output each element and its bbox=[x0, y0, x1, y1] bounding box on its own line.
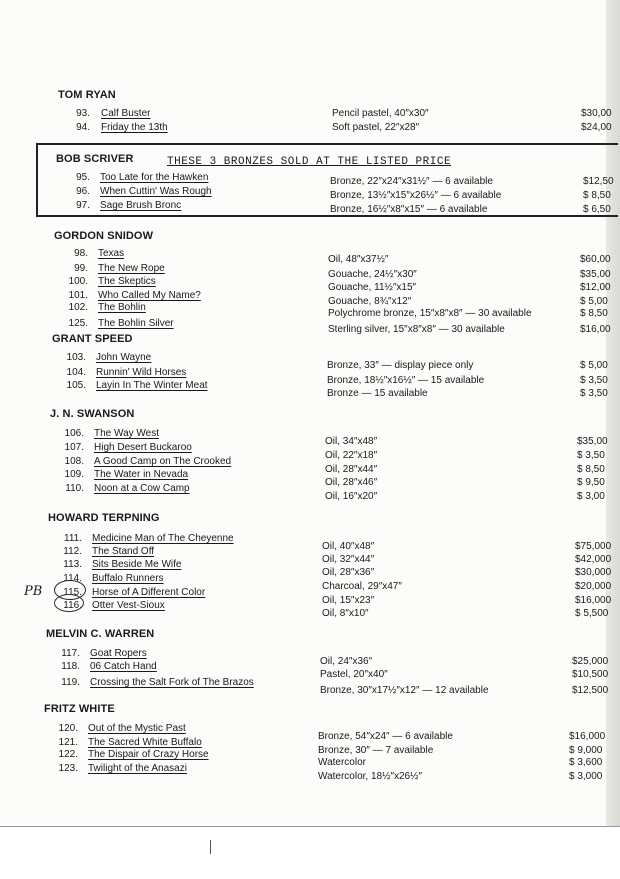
fold-mark bbox=[210, 840, 211, 854]
artwork-price: $ 6,50 bbox=[583, 204, 611, 215]
artwork-medium: Gouache, 8¾″x12″ bbox=[328, 296, 412, 307]
artist-name: J. N. SWANSON bbox=[50, 408, 135, 420]
artwork-row bbox=[0, 677, 620, 696]
artwork-title: Calf Buster bbox=[101, 108, 151, 119]
artwork-title: Otter Vest-Sioux bbox=[92, 600, 165, 611]
artist-name: BOB SCRIVER bbox=[56, 153, 134, 165]
lot-number: 117. bbox=[61, 648, 80, 659]
artwork-price: $75,000 bbox=[575, 541, 612, 552]
artwork-title: Friday the 13th bbox=[101, 122, 168, 133]
artwork-title: Too Late for the Hawken bbox=[100, 172, 209, 183]
artwork-price: $16,000 bbox=[575, 595, 612, 606]
artwork-title: High Desert Buckaroo bbox=[94, 442, 192, 453]
artwork-medium: Oil, 48″x37½″ bbox=[328, 254, 389, 265]
artwork-price: $20,000 bbox=[575, 581, 612, 592]
artwork-medium: Gouache, 24½″x30″ bbox=[328, 269, 417, 280]
lot-number: 108. bbox=[64, 456, 84, 467]
lot-number: 102. bbox=[68, 302, 88, 313]
lot-number: 120. bbox=[58, 723, 78, 734]
artwork-medium: Oil, 28″x36″ bbox=[322, 567, 375, 578]
artwork-medium: Oil, 22″x18″ bbox=[325, 450, 378, 461]
artwork-row bbox=[0, 749, 620, 768]
artwork-title: The Water in Nevada bbox=[94, 469, 189, 480]
artwork-medium: Gouache, 11½″x15″ bbox=[328, 282, 417, 293]
artwork-medium: Bronze, 54″x24″ — 6 available bbox=[318, 731, 453, 742]
artwork-price: $ 3,000 bbox=[569, 771, 603, 782]
lot-number: 116. bbox=[63, 600, 82, 611]
lot-number: 110. bbox=[65, 483, 84, 494]
artwork-row bbox=[0, 723, 620, 742]
lot-number: 109. bbox=[64, 469, 84, 480]
artwork-price: $12,00 bbox=[580, 282, 611, 293]
artwork-title: Sits Beside Me Wife bbox=[92, 559, 182, 570]
lot-number: 112. bbox=[63, 546, 82, 557]
artwork-medium: Oil, 28″x46″ bbox=[325, 477, 378, 488]
lot-number: 96. bbox=[76, 186, 90, 197]
artist-name: TOM RYAN bbox=[58, 89, 116, 101]
lot-number: 103. bbox=[66, 352, 86, 363]
artwork-medium: Oil, 16″x20″ bbox=[325, 491, 378, 502]
artist-name: GRANT SPEED bbox=[52, 333, 133, 345]
artwork-price: $ 8,50 bbox=[580, 308, 608, 319]
artist-name: MELVIN C. WARREN bbox=[46, 628, 155, 640]
lot-number: 119. bbox=[61, 677, 80, 688]
artwork-medium: Bronze, 30″x17½″x12″ — 12 available bbox=[320, 685, 489, 696]
artwork-medium: Polychrome bronze, 15″x8″x8″ — 30 available bbox=[328, 308, 532, 319]
artwork-medium: Bronze, 22″x24″x31½″ — 6 available bbox=[330, 176, 493, 187]
lot-number: 106. bbox=[64, 428, 84, 439]
artwork-row bbox=[0, 248, 620, 265]
sold-bronzes-banner: THESE 3 BRONZES SOLD AT THE LISTED PRICE bbox=[167, 156, 452, 168]
artwork-row bbox=[0, 442, 620, 461]
lot-number: 95. bbox=[76, 172, 90, 183]
artwork-title: Buffalo Runners bbox=[92, 573, 164, 584]
artwork-row bbox=[0, 469, 620, 488]
lot-number: 111. bbox=[64, 533, 82, 544]
artwork-medium: Oil, 28″x44″ bbox=[325, 464, 378, 475]
artwork-row bbox=[0, 276, 620, 293]
artwork-price: $ 3,50 bbox=[580, 375, 608, 386]
artwork-price: $ 3,50 bbox=[580, 388, 608, 399]
artwork-title: The New Rope bbox=[98, 263, 165, 274]
lot-number: 115. bbox=[63, 587, 82, 598]
artwork-medium: Bronze, 13½″x15″x26½″ — 6 available bbox=[330, 190, 502, 201]
artwork-title: The Dispair of Crazy Horse bbox=[88, 749, 209, 760]
artwork-row bbox=[0, 302, 620, 319]
lot-number: 104. bbox=[66, 367, 86, 378]
artwork-title: Twilight of the Anasazi bbox=[88, 763, 187, 774]
lot-number: 107. bbox=[64, 442, 84, 453]
artwork-title: The Stand Off bbox=[92, 546, 155, 557]
artwork-price: $60,00 bbox=[580, 254, 611, 265]
artwork-price: $ 8,50 bbox=[583, 190, 611, 201]
artwork-title: Medicine Man of The Cheyenne bbox=[92, 533, 234, 544]
artwork-medium: Soft pastel, 22″x28″ bbox=[332, 122, 420, 133]
artwork-title: The Bohlin Silver bbox=[98, 318, 174, 329]
lot-number: 93. bbox=[76, 108, 90, 119]
artist-name: HOWARD TERPNING bbox=[48, 512, 160, 524]
artwork-medium: Oil, 24″x36″ bbox=[320, 656, 373, 667]
artwork-title: The Way West bbox=[94, 428, 160, 439]
artist-name: FRITZ WHITE bbox=[44, 703, 115, 715]
artwork-price: $16,000 bbox=[569, 731, 606, 742]
artwork-row bbox=[0, 380, 620, 399]
artwork-price: $ 8,50 bbox=[577, 464, 605, 475]
artwork-title: Horse of A Different Color bbox=[92, 587, 206, 598]
artwork-price: $10,500 bbox=[572, 669, 609, 680]
artwork-row bbox=[0, 763, 620, 782]
lot-number: 113. bbox=[63, 559, 82, 570]
artwork-price: $16,00 bbox=[580, 324, 611, 335]
artwork-medium: Oil, 32″x44″ bbox=[322, 554, 375, 565]
lot-number: 125. bbox=[68, 318, 88, 329]
lot-number: 105. bbox=[66, 380, 86, 391]
artwork-title: Goat Ropers bbox=[90, 648, 147, 659]
artwork-title: Runnin' Wild Horses bbox=[96, 367, 187, 378]
artwork-price: $ 5,00 bbox=[580, 296, 608, 307]
artwork-title: Layin In The Winter Meat bbox=[96, 380, 208, 391]
artwork-price: $35,00 bbox=[577, 436, 608, 447]
artwork-medium: Bronze, 18½″x16½″ — 15 available bbox=[327, 375, 485, 386]
artwork-price: $25,000 bbox=[572, 656, 609, 667]
artwork-row bbox=[0, 318, 620, 335]
lot-number: 121. bbox=[58, 737, 78, 748]
artwork-medium: Bronze, 30″ — 7 available bbox=[318, 745, 434, 756]
artwork-title: Who Called My Name? bbox=[98, 290, 201, 301]
artwork-price: $12,500 bbox=[572, 685, 609, 696]
artwork-price: $30,000 bbox=[575, 567, 612, 578]
lot-number: 94. bbox=[76, 122, 90, 133]
artwork-medium: Oil, 15″x23″ bbox=[322, 595, 375, 606]
artwork-medium: Charcoal, 29″x47″ bbox=[322, 581, 402, 592]
artwork-row bbox=[0, 600, 620, 619]
artwork-medium: Pencil pastel, 40″x30″ bbox=[332, 108, 429, 119]
artwork-price: $ 9,50 bbox=[577, 477, 605, 488]
handwritten-initials: PB bbox=[24, 584, 43, 599]
artwork-title: 06 Catch Hand bbox=[90, 661, 157, 672]
artwork-title: Noon at a Cow Camp bbox=[94, 483, 190, 494]
artwork-medium: Oil, 34″x48″ bbox=[325, 436, 378, 447]
artwork-price: $ 9,000 bbox=[569, 745, 603, 756]
artwork-row bbox=[0, 661, 620, 680]
artwork-price: $42,000 bbox=[575, 554, 612, 565]
lot-number: 118. bbox=[61, 661, 80, 672]
artwork-price: $ 3,00 bbox=[577, 491, 605, 502]
artwork-price: $30,00 bbox=[581, 108, 612, 119]
artwork-medium: Bronze, 33″ — display piece only bbox=[327, 360, 474, 371]
artwork-title: The Skeptics bbox=[98, 276, 156, 287]
artwork-medium: Sterling silver, 15″x8″x8″ — 30 available bbox=[328, 324, 505, 335]
artwork-title: The Bohlin bbox=[98, 302, 146, 313]
artwork-price: $ 3,600 bbox=[569, 757, 603, 768]
artwork-row bbox=[0, 172, 620, 185]
artwork-medium: Watercolor, 18½″x26½″ bbox=[318, 771, 422, 782]
artwork-medium: Pastel, 20″x40″ bbox=[320, 669, 388, 680]
artwork-row bbox=[0, 200, 620, 213]
artwork-price: $ 3,50 bbox=[577, 450, 605, 461]
artwork-title: When Cuttin' Was Rough bbox=[100, 186, 212, 197]
lot-number: 123. bbox=[58, 763, 78, 774]
lot-number: 98. bbox=[74, 248, 88, 259]
lot-number: 114. bbox=[63, 573, 82, 584]
artwork-price: $ 5,500 bbox=[575, 608, 609, 619]
artist-name: GORDON SNIDOW bbox=[54, 230, 154, 242]
artwork-title: A Good Camp on The Crooked bbox=[94, 456, 232, 467]
artwork-price: $35,00 bbox=[580, 269, 611, 280]
artwork-title: The Sacred White Buffalo bbox=[88, 737, 202, 748]
artwork-title: Crossing the Salt Fork of The Brazos bbox=[90, 677, 254, 688]
artwork-medium: Bronze — 15 available bbox=[327, 388, 428, 399]
artwork-row bbox=[0, 483, 620, 502]
artwork-medium: Watercolor bbox=[318, 757, 366, 768]
artwork-row bbox=[0, 559, 620, 578]
lot-number: 100. bbox=[68, 276, 88, 287]
artwork-price: $12,50 bbox=[583, 176, 614, 187]
artwork-price: $24,00 bbox=[581, 122, 612, 133]
lot-number: 101. bbox=[68, 290, 88, 301]
artwork-medium: Oil, 40″x48″ bbox=[322, 541, 375, 552]
artwork-row bbox=[0, 122, 620, 135]
artwork-title: Out of the Mystic Past bbox=[88, 723, 186, 734]
artwork-row bbox=[0, 428, 620, 447]
lot-number: 122. bbox=[58, 749, 78, 760]
artwork-row bbox=[0, 352, 620, 371]
artwork-title: John Wayne bbox=[96, 352, 152, 363]
artwork-title: Sage Brush Bronc bbox=[100, 200, 182, 211]
artwork-medium: Bronze, 16½″x8″x15″ — 6 available bbox=[330, 204, 488, 215]
page-bottom-margin bbox=[0, 826, 620, 879]
artwork-title: Texas bbox=[98, 248, 125, 259]
artwork-price: $ 5,00 bbox=[580, 360, 608, 371]
artwork-medium: Oil, 8″x10″ bbox=[322, 608, 369, 619]
lot-number: 97. bbox=[76, 200, 90, 211]
lot-number: 99. bbox=[74, 263, 88, 274]
artwork-row bbox=[0, 263, 620, 280]
artwork-row bbox=[0, 108, 620, 121]
handwritten-circle-116 bbox=[54, 594, 84, 612]
artwork-row bbox=[0, 186, 620, 199]
